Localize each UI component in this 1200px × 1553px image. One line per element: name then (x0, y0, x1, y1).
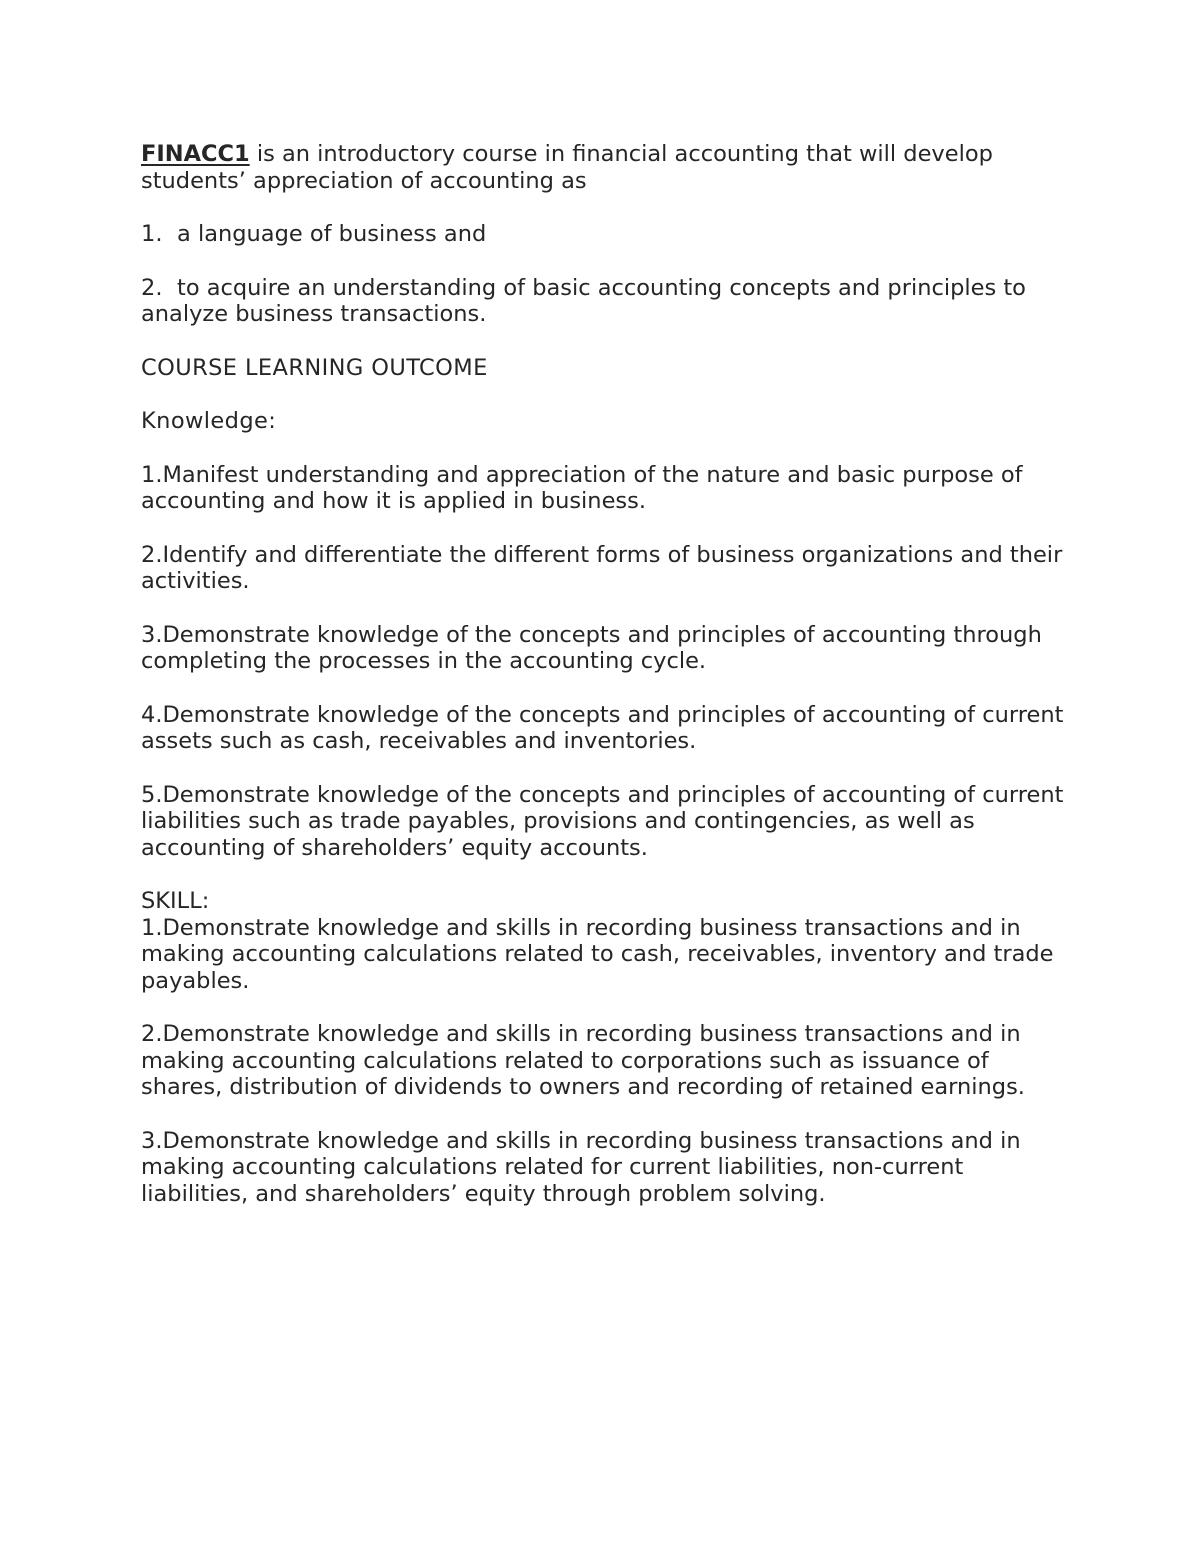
intro-text: is an introductory course in financial accounting that will develop students’ appreciation of accounting as (141, 141, 993, 194)
intro-item-text: a language of business and (177, 221, 487, 247)
course-code: FINACC1 (141, 141, 250, 167)
intro-item-number: 1. (141, 221, 163, 247)
intro-item (141, 221, 1066, 248)
knowledge-item: 3.Demonstrate knowledge of the concepts and principles of accounting through completing the processes in the accounting cycle. (141, 621, 1042, 674)
intro-item-text: to acquire an understanding of basic accounting concepts and principles to analyze business transactions. (141, 274, 1026, 327)
document-body (141, 141, 1066, 1234)
knowledge-item: 1.Manifest understanding and appreciation of the nature and basic purpose of accounting and how it is applied in business. (141, 461, 1023, 514)
intro-item (141, 275, 1066, 328)
skill-item: 2.Demonstrate knowledge and skills in recording business transactions and in making accounting calculations related to corporations such as issuance of shares, distribution of dividends to owners and recording of retained earnings. (141, 1021, 1025, 1100)
knowledge-item: 4.Demonstrate knowledge of the concepts and principles of accounting of current assets such as cash, receivables and inventories. (141, 701, 1064, 754)
intro-item-number: 2. (141, 274, 163, 301)
intro-paragraph (141, 141, 1066, 194)
skill-heading: SKILL: (141, 888, 210, 914)
section-title: COURSE LEARNING OUTCOME (141, 354, 488, 381)
knowledge-heading: Knowledge: (141, 408, 277, 434)
skill-item: 3.Demonstrate knowledge and skills in recording business transactions and in making accounting calculations related for current liabilities, non-current liabilities, and shareholders’ equity through problem solving. (141, 1127, 1021, 1207)
skill-item: 1.Demonstrate knowledge and skills in recording business transactions and in making accounting calculations related to cash, receivables, inventory and trade payables. (141, 914, 1054, 994)
knowledge-item: 2.Identify and differentiate the different forms of business organizations and their activities. (141, 541, 1063, 594)
knowledge-item: 5.Demonstrate knowledge of the concepts and principles of accounting of current liabilities such as trade payables, provisions and contingencies, as well as accounting of shareholders’ equity accounts. (141, 781, 1064, 861)
